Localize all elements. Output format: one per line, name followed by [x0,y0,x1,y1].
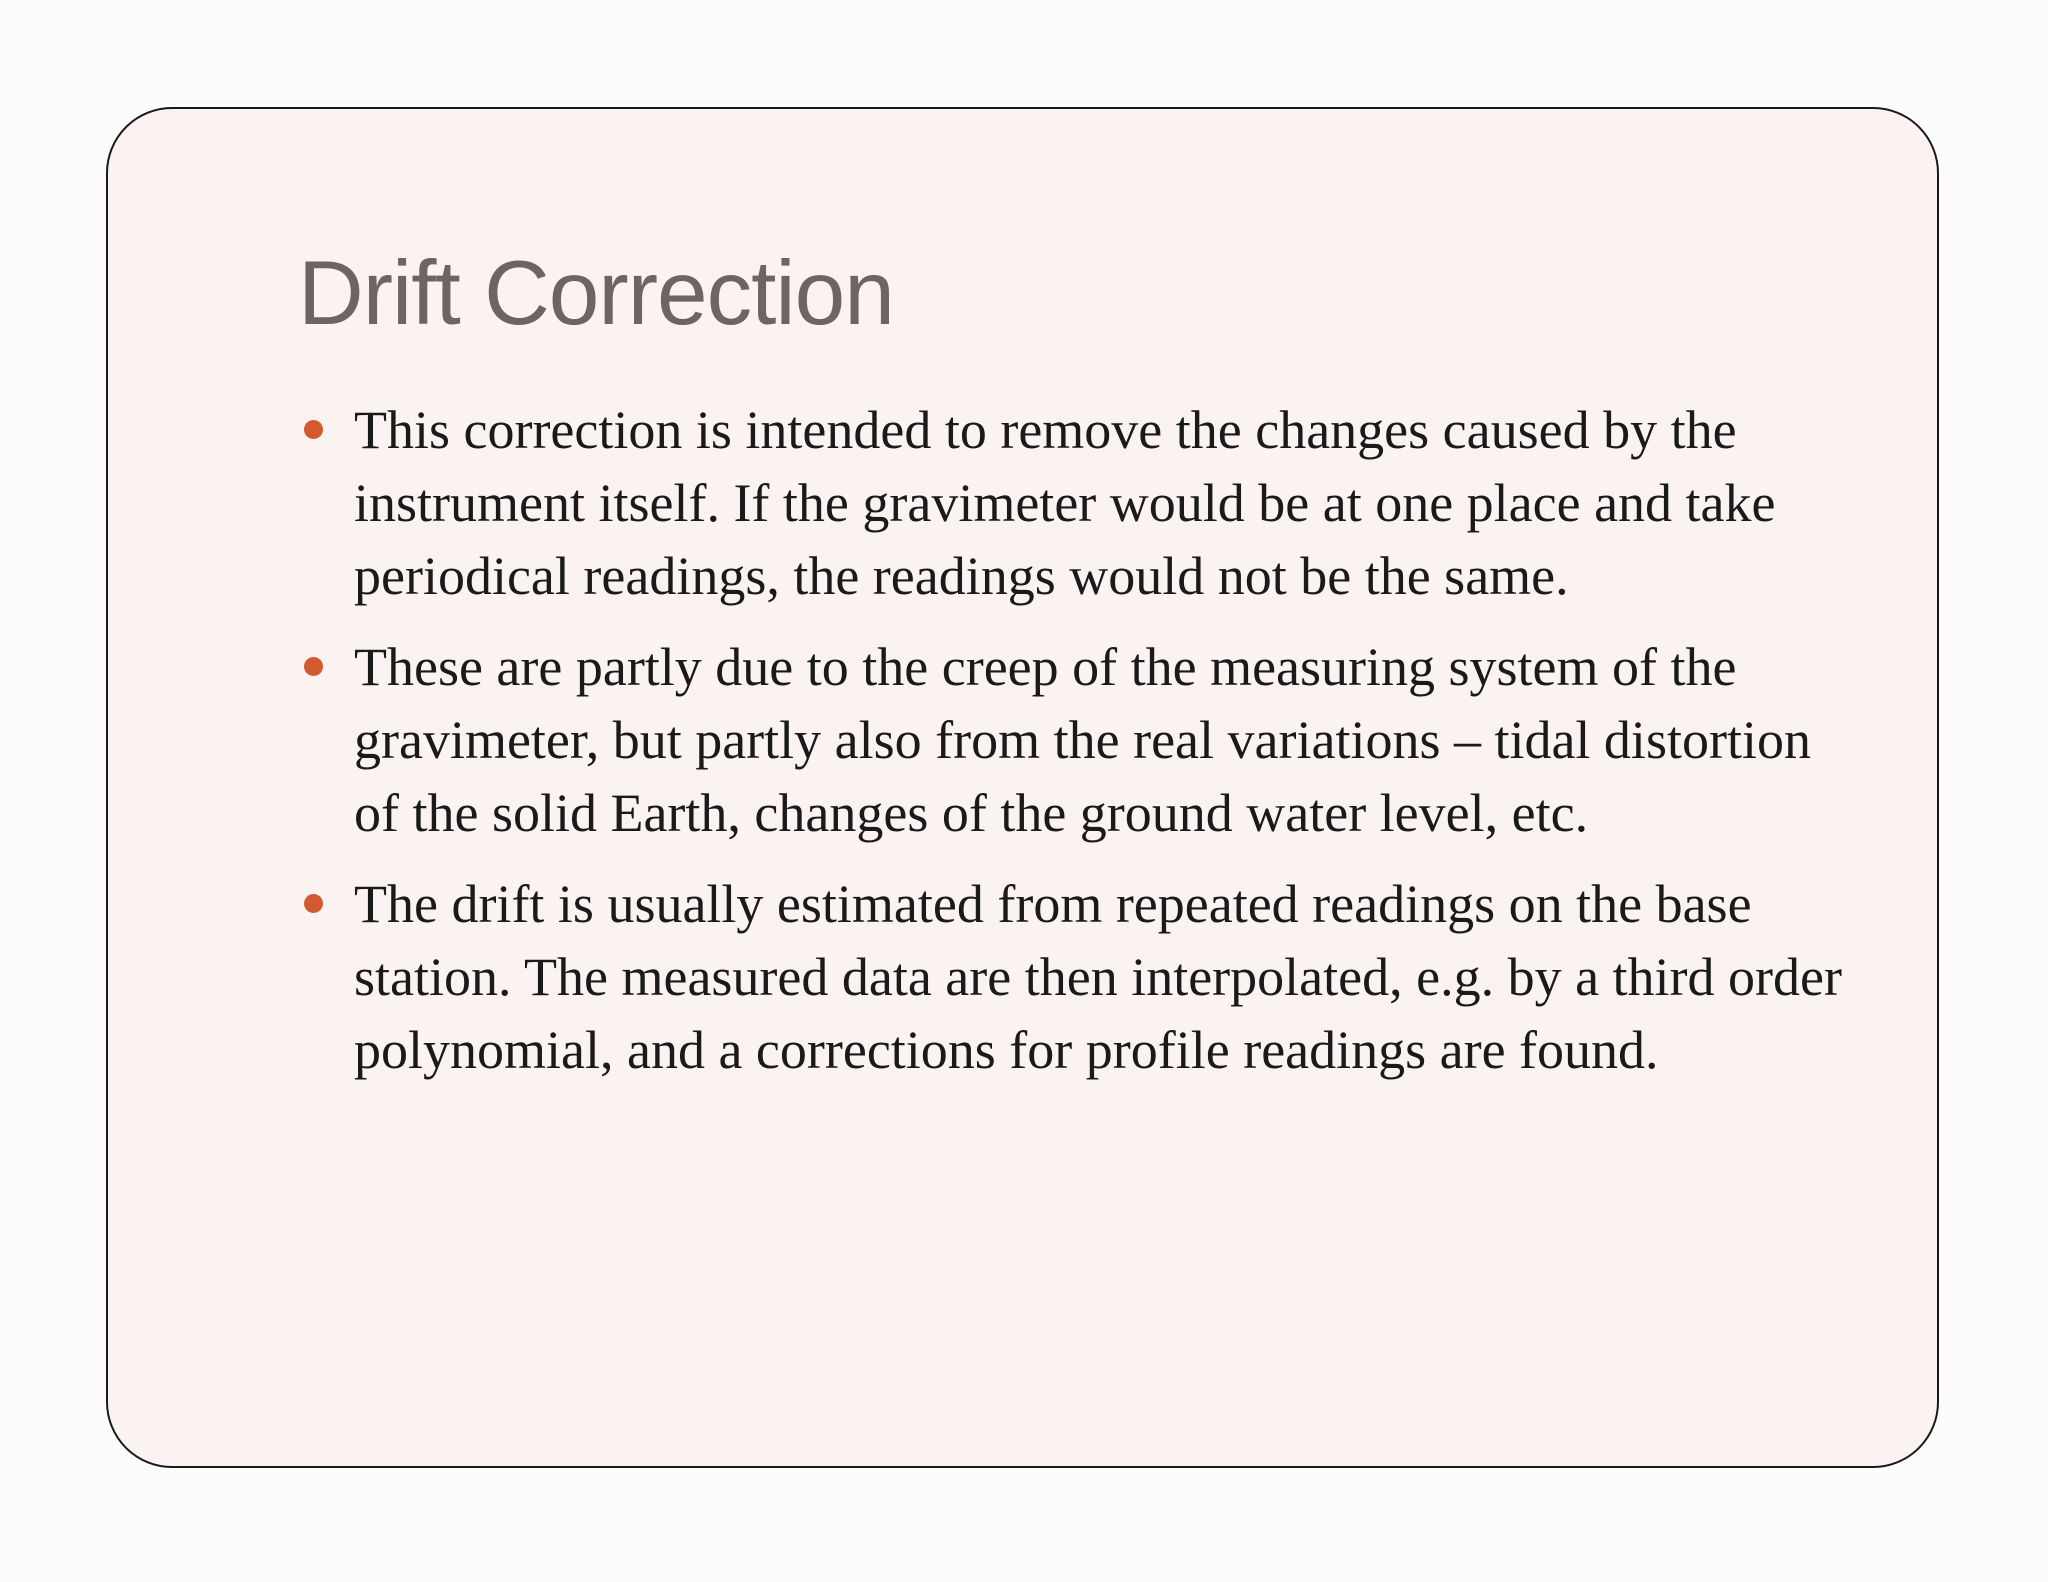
bullet-list [298,394,1858,1105]
round-bullet-icon [304,894,323,913]
bullet-text: These are partly due to the creep of the measuring system of the gravimeter, but partly also from the real variations – tidal distortion of the solid Earth, changes of the ground water level, etc. [354,637,1811,843]
bullet-text: The drift is usually estimated from repeated readings on the base station. The measured data are then interpolated, e.g. by a third order polynomial, and a corrections for profile readings are found. [354,874,1842,1080]
bullet-item [298,868,1858,1087]
bullet-item [298,631,1858,850]
round-bullet-icon [304,657,323,676]
bullet-text: This correction is intended to remove the changes caused by the instrument itself. If the gravimeter would be at one place and take periodical readings, the readings would not be the same. [354,400,1776,606]
slide-title: Drift Correction [298,243,894,344]
bullet-item [298,394,1858,613]
round-bullet-icon [304,420,323,439]
